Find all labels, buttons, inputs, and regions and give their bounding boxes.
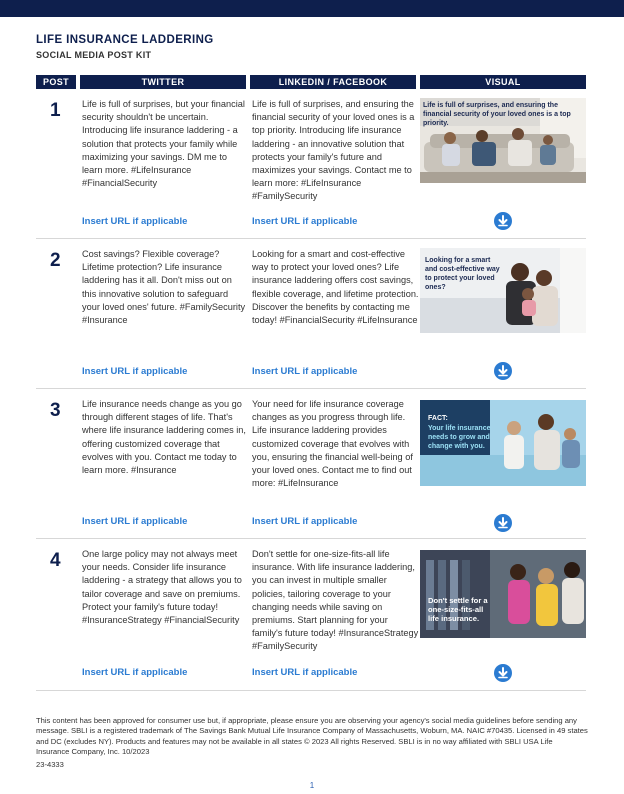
twitter-copy: Cost savings? Flexible coverage? Lifetime protection? Life insurance laddering has it all. Don't miss out on this innovative solution to safeguard your loved ones' future. #FamilySecurity #Insurance [82, 249, 246, 326]
download-icon[interactable] [494, 664, 512, 682]
column-header-linkedin: LINKEDIN / FACEBOOK [250, 75, 416, 89]
page-title: LIFE INSURANCE LADDERING [36, 34, 214, 46]
column-header-twitter: TWITTER [80, 75, 246, 89]
row-divider [36, 538, 586, 539]
post-number: 1 [50, 100, 61, 121]
document-code: 23-4333 [36, 760, 64, 769]
post-row-4 [36, 542, 586, 690]
linkedin-url-link[interactable]: Insert URL if applicable [252, 516, 358, 527]
post-number: 3 [50, 400, 61, 421]
twitter-url-link[interactable]: Insert URL if applicable [82, 366, 188, 377]
page-subtitle: SOCIAL MEDIA POST KIT [36, 50, 152, 60]
visual-fact-label: FACT: [428, 415, 448, 422]
twitter-copy: Life is full of surprises, but your financial security shouldn't be uncertain. Introducing life insurance laddering - a solution that protects your family while maximizing your savings. DM me to learn more. #LifeInsurance #FinancialSecurity [82, 99, 245, 189]
twitter-url-link[interactable]: Insert URL if applicable [82, 216, 188, 227]
disclaimer-text: This content has been approved for consumer use but, if appropriate, please ensure you are observing your agency's social media guidelines before sending any message. SBLI is a registered trademark of The Savings Bank Mutual Life Insurance Company of Massachusetts, Woburn, MA. NAIC #70435. Licensed in 49 states and DC (excludes NY). Products and features may not be available in all states © 2023 All rights Reserved. SBLI is in no way affiliated with SBLI USA Life Insurance Company, Inc. 10/2023 [36, 716, 588, 756]
twitter-copy: One large policy may not always meet your needs. Consider life insurance laddering - a strategy that allows you to tailor coverage and save on premiums. Protect your family's future today! #InsuranceStrategy #FinancialSecurity [82, 549, 242, 626]
linkedin-url-link[interactable]: Insert URL if applicable [252, 667, 358, 678]
visual-image [420, 248, 586, 333]
twitter-copy: Life insurance needs change as you go through different stages of life. That's where life insurance laddering comes in, offering customized coverage that evolves with you. Contact me today to learn more. #Insurance [82, 399, 246, 476]
visual-image [420, 550, 586, 638]
linkedin-copy: Looking for a smart and cost-effective way to protect your loved ones? Life insurance laddering offers cost savings, flexible coverage, and lifetime protection. Discover the benefits by contacting me today! #FinancialSecurity #LifeInsurance [252, 249, 419, 326]
download-icon[interactable] [494, 514, 512, 532]
linkedin-copy: Don't settle for one-size-fits-all life insurance. With life insurance laddering, you can invest in multiple smaller policies, tailoring coverage to your changing needs while saving on premiums. Start planning for your family's future today! #InsuranceStrategy #FamilySecurity [252, 549, 419, 652]
row-divider [36, 690, 586, 691]
post-row-2 [36, 242, 586, 388]
linkedin-url-link[interactable]: Insert URL if applicable [252, 366, 358, 377]
shopping-photo [420, 550, 586, 638]
visual-caption: Your life insurance needs to grow and change with you. [428, 425, 491, 450]
linkedin-url-link[interactable]: Insert URL if applicable [252, 216, 358, 227]
twitter-url-link[interactable]: Insert URL if applicable [82, 667, 188, 678]
page-number: 1 [309, 781, 315, 790]
post-row-1 [36, 92, 586, 238]
post-number: 2 [50, 250, 61, 271]
linkedin-copy: Your need for life insurance coverage changes as you progress through life. Life insurance laddering provides customized coverage that evolves with you, ensuring the financial well-being of your loved ones. Contact me to find out more: #LifeInsurance [252, 399, 413, 489]
row-divider [36, 388, 586, 389]
visual-image [420, 400, 586, 486]
visual-image [420, 98, 586, 183]
visual-caption: Looking for a smart and cost-effective way to protect your loved ones? [425, 257, 500, 291]
row-divider [36, 238, 586, 239]
download-icon[interactable] [494, 362, 512, 380]
top-banner [0, 0, 624, 17]
linkedin-copy: Life is full of surprises, and ensuring the financial security of your loved ones is a top priority. Introducing life insurance laddering - an innovative solution that protects your family's future and maximizes your savings. Contact me to learn more: #LifeInsurance #FamilySecurity [252, 99, 415, 202]
post-row-3 [36, 392, 586, 538]
column-header-visual: VISUAL [420, 75, 586, 89]
download-icon[interactable] [494, 212, 512, 230]
visual-caption: Life is full of surprises, and ensuring the financial security of your loved ones is a top priority. [423, 102, 571, 127]
post-number: 4 [50, 550, 61, 571]
twitter-url-link[interactable]: Insert URL if applicable [82, 516, 188, 527]
visual-caption: Don't settle for a one-size-fits-all life insurance. [428, 596, 488, 623]
column-header-post: POST [36, 75, 76, 89]
